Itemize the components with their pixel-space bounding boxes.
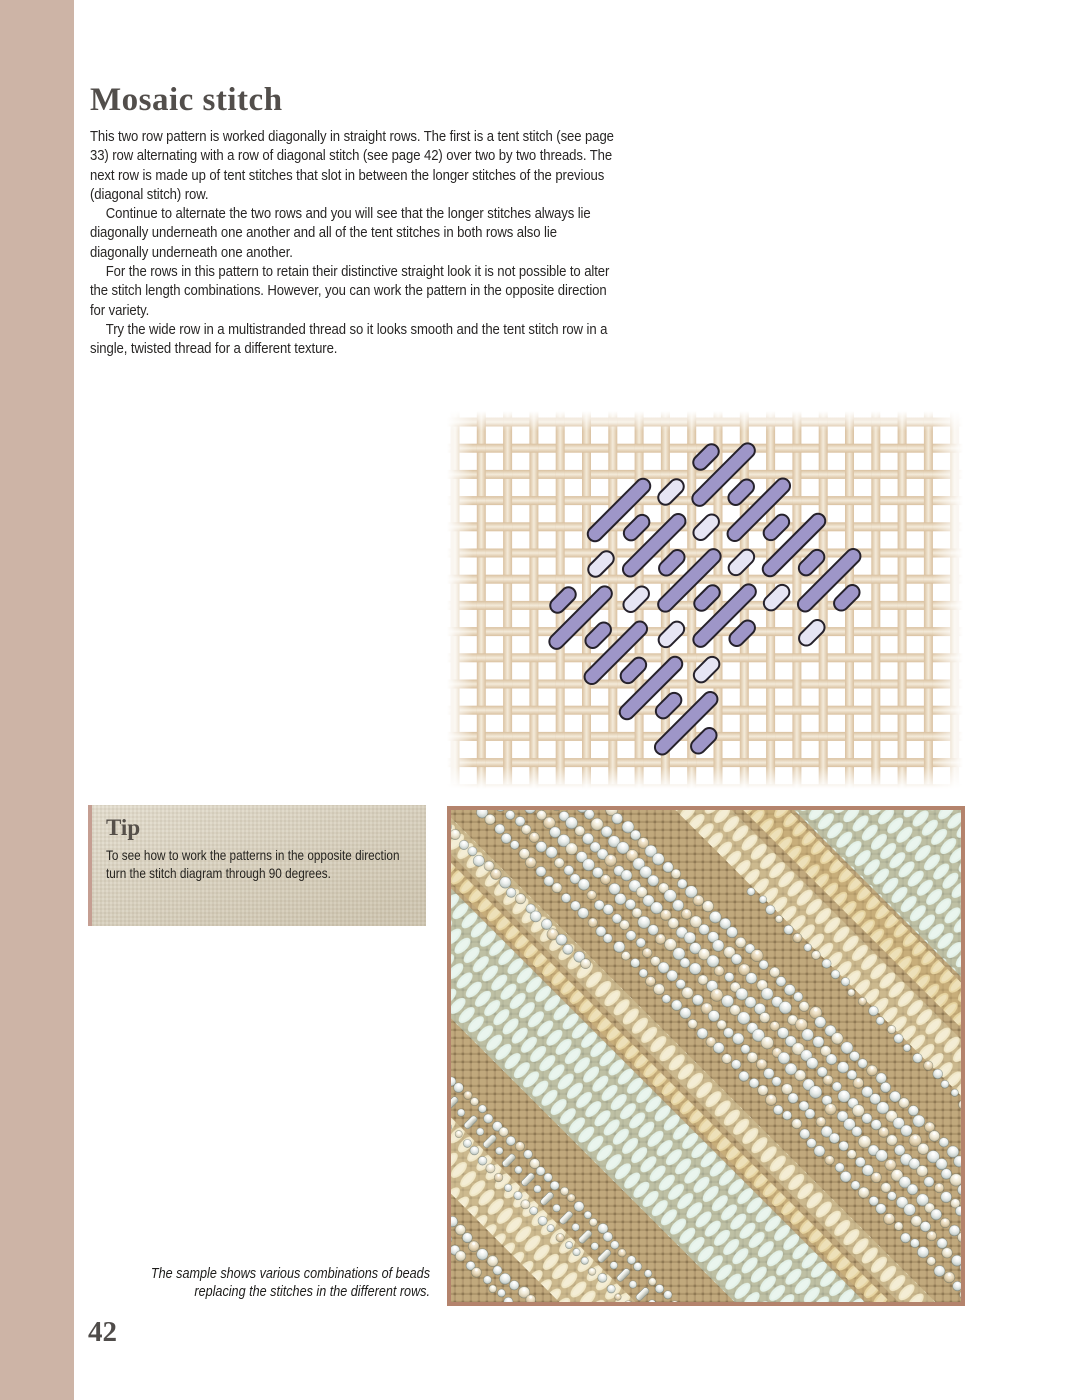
page-number: 42: [88, 1316, 117, 1348]
body-text: [90, 127, 615, 359]
paragraph: This two row pattern is worked diagonally in straight rows. The first is a tent stitch (see page 33) row alternating with a row of diagonal stitch (see page 42) over two by two threads. The next row is made up of tent stitches that slot in between the longer stitches of the previous (diagonal stitch) row.: [90, 128, 614, 203]
photo-caption: The sample shows various combinations of beads replacing the stitches in the different rows.: [150, 1266, 430, 1300]
tip-heading: Tip: [106, 815, 141, 840]
margin-color-bar: [0, 0, 74, 1400]
sample-photo: [447, 806, 965, 1306]
paragraph: For the rows in this pattern to retain their distinctive straight look it is not possible to alter the stitch length combinations. However, you can work the pattern in the opposite direction for variety.: [90, 263, 610, 319]
tip-text: To see how to work the patterns in the opposite direction turn the stitch diagram through 90 degrees.: [106, 847, 400, 881]
stitch-diagram: [447, 411, 963, 789]
paragraph: Try the wide row in a multistranded thread so it looks smooth and the tent stitch row in a single, twisted thread for a different texture.: [90, 320, 608, 358]
tip-box: [88, 805, 426, 926]
paragraph: Continue to alternate the two rows and you will see that the longer stitches always lie diagonally underneath one another and all of the tent stitches in both rows also lie diagonally underneath one another.: [90, 205, 591, 261]
page-title: Mosaic stitch: [90, 82, 283, 118]
